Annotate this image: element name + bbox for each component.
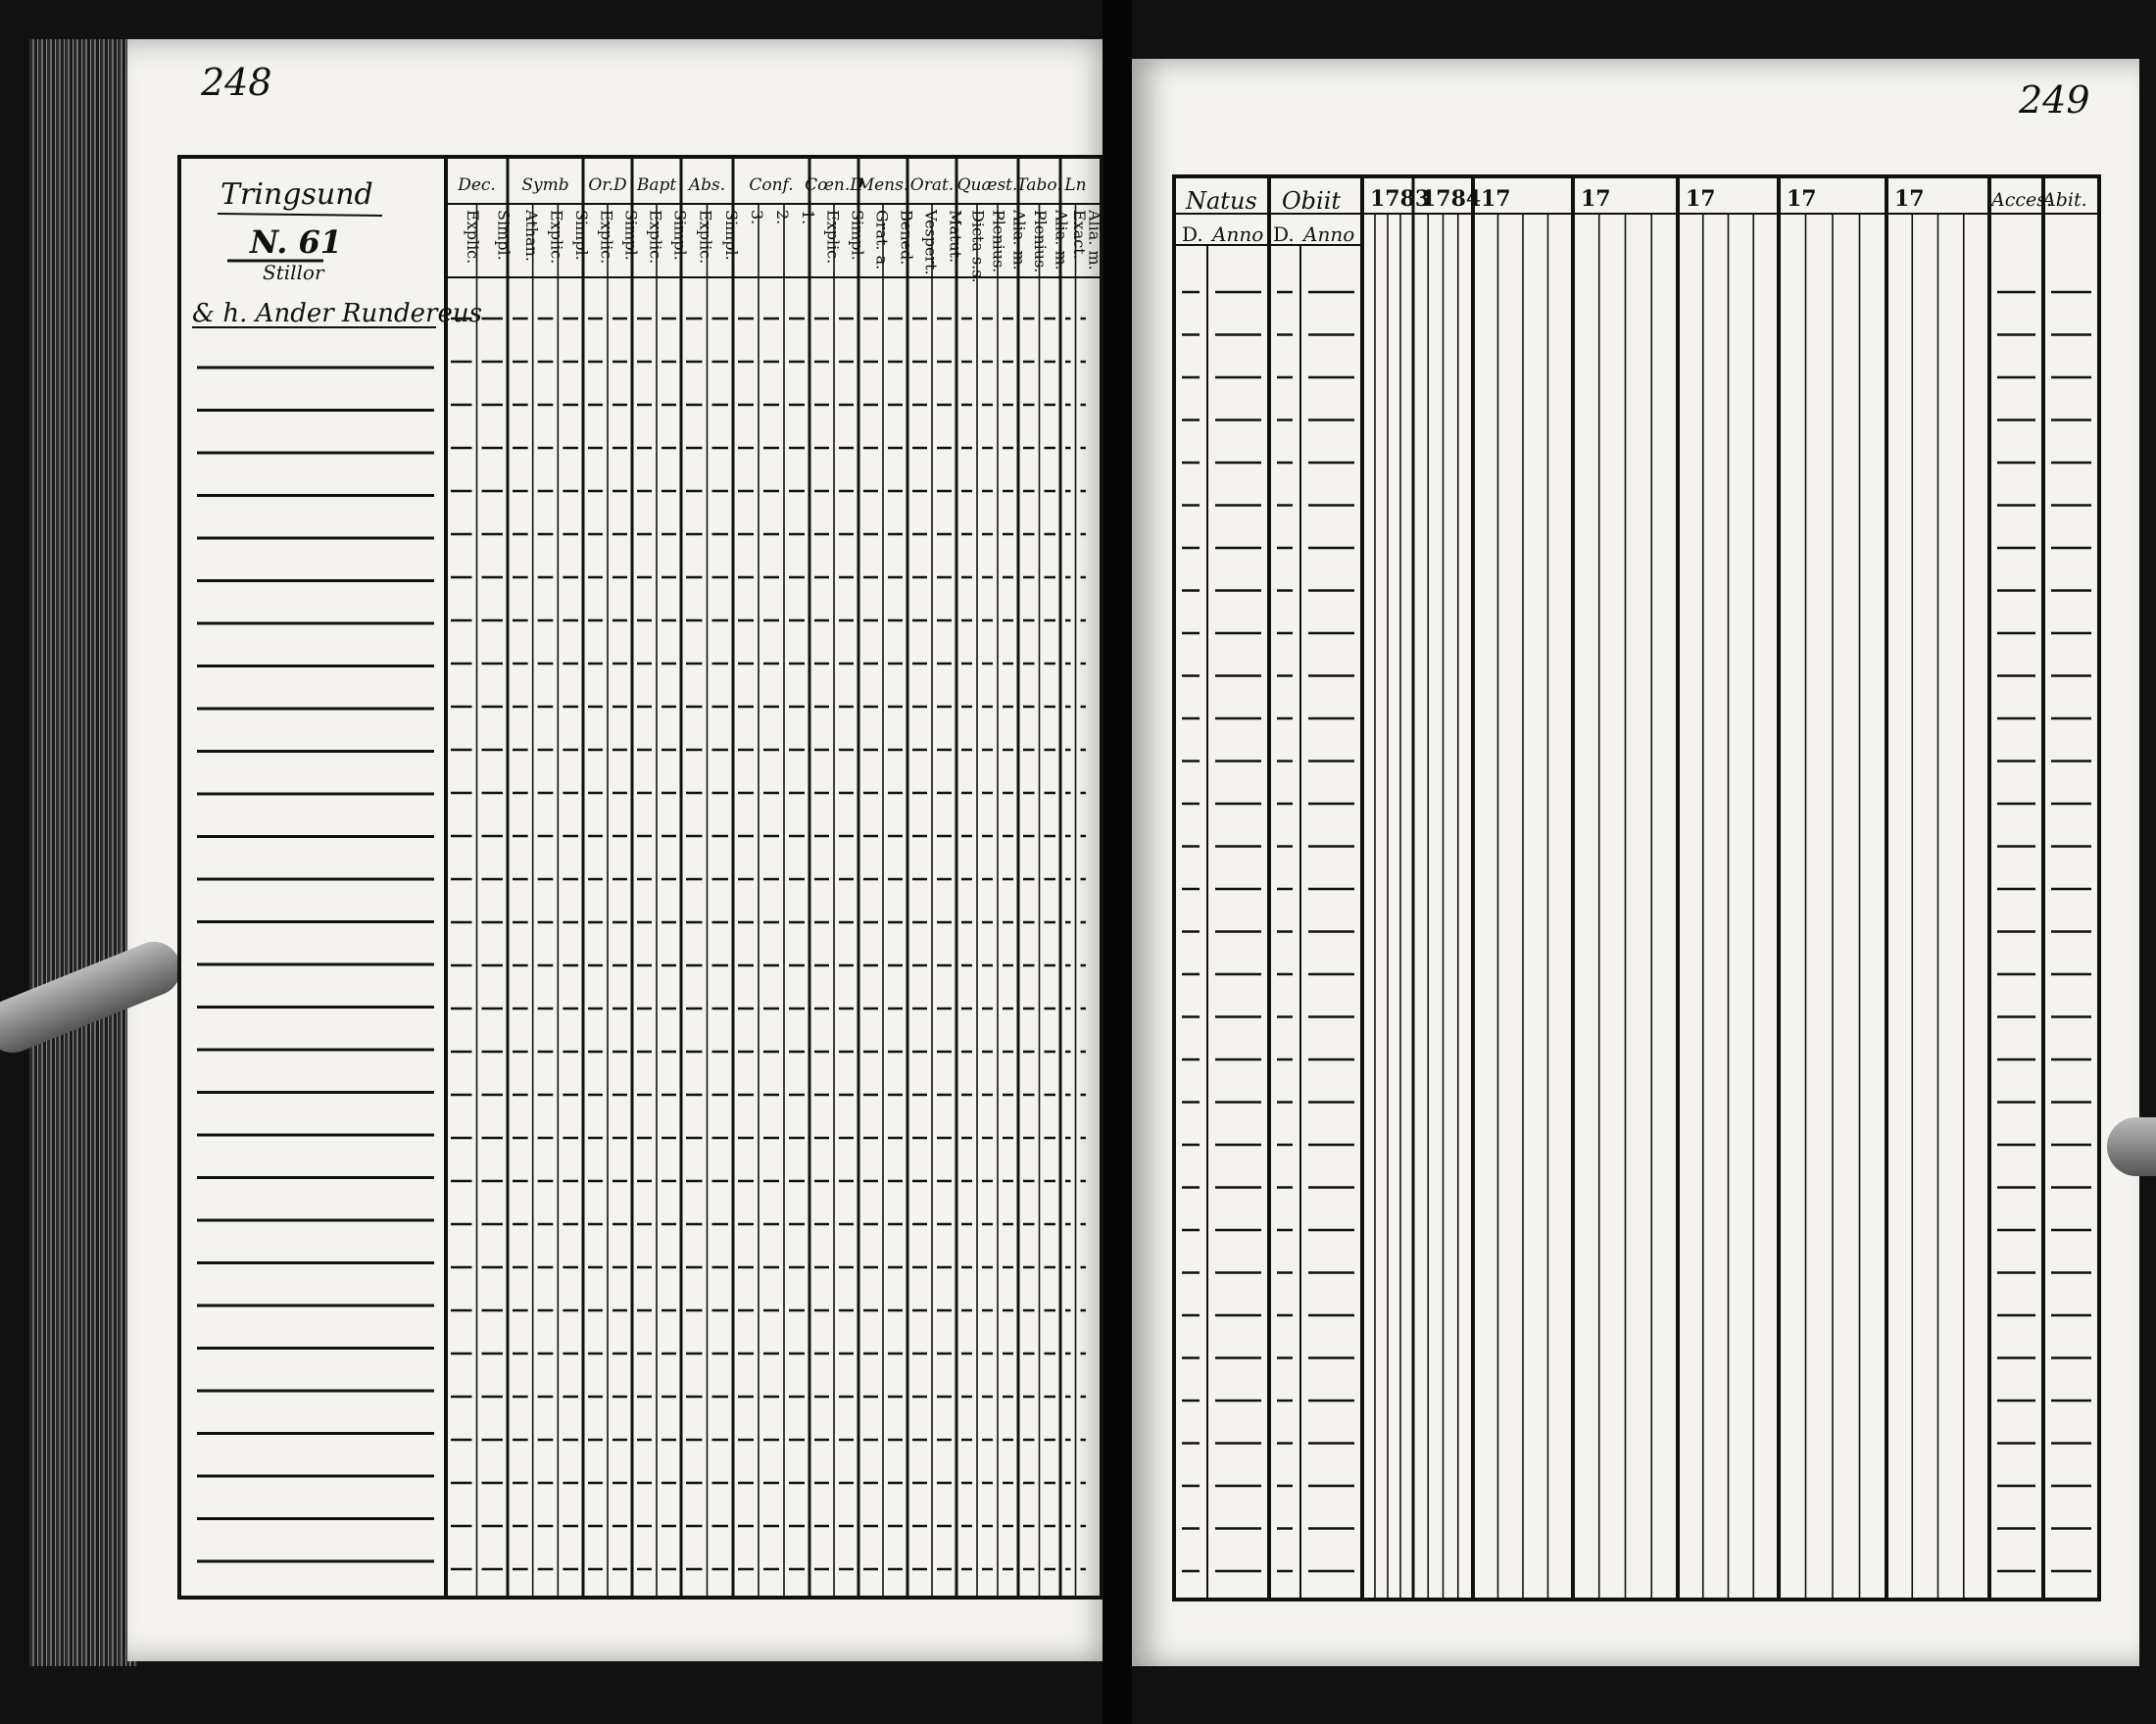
entry-number: N. 61 [250, 223, 343, 261]
page-number-right: 249 [2019, 78, 2090, 122]
column-subheader: Simpl. [848, 210, 867, 261]
column-header: Abs. [688, 175, 726, 195]
column-subheader: Dicta s.s. [968, 210, 988, 283]
column-subheader: Simpl. [572, 210, 592, 261]
column-subheader: Alia. m. [1085, 210, 1104, 271]
column-header: Conf. [749, 175, 794, 195]
column-header: Dec. [458, 175, 496, 195]
obiit-day-header: D. [1273, 222, 1295, 246]
entry-names: & h. Ander Rundereus [192, 299, 482, 328]
column-header: Or.D [588, 175, 627, 195]
column-header: Mens. [857, 175, 909, 195]
column-subheader: Bened. [897, 210, 916, 266]
column-subheader: Explic. [823, 210, 843, 265]
entry-title: Stillor [263, 261, 324, 284]
parish-name: Tringsund [220, 177, 373, 212]
column-subheader: Explic. [646, 210, 665, 265]
acces-header: Acces. [1991, 189, 2053, 211]
year-group-header: 17 [1686, 186, 1716, 212]
obiit-header: Obiit [1282, 187, 1342, 215]
column-subheader: Simpl. [621, 210, 641, 261]
column-subheader: Plenius. [989, 210, 1008, 273]
column-subheader: Explic. [547, 210, 566, 265]
right-page-table [1174, 176, 2099, 1600]
column-header: Symb [521, 175, 569, 195]
year-group-header: 1783 [1370, 186, 1431, 212]
column-subheader: Grat. a. [872, 210, 892, 271]
column-subheader: Matut. [946, 210, 965, 264]
column-subheader: Athan. [521, 210, 541, 262]
year-group-header: 1784 [1421, 186, 1482, 212]
left-page-table [179, 157, 1102, 1598]
year-group-header: 17 [1581, 186, 1611, 212]
year-group-header: 17 [1894, 186, 1925, 212]
year-group-header: 17 [1787, 186, 1817, 212]
column-subheader: Explic. [597, 210, 616, 265]
left-table-frame [179, 157, 1102, 1598]
column-subheader: Plenius. [1030, 210, 1050, 273]
natus-anno-header: Anno [1212, 222, 1264, 246]
column-subheader: 3. [748, 210, 766, 225]
column-header: Tabo. [1016, 175, 1062, 195]
year-group-header: 17 [1481, 186, 1511, 212]
column-subheader: 1. [799, 210, 817, 225]
column-header: Orat. [909, 175, 955, 195]
column-header: Quæst. [956, 175, 1018, 195]
column-subheader: Explic. [696, 210, 715, 265]
obiit-anno-header: Anno [1303, 222, 1355, 246]
column-subheader: Exact. [1069, 210, 1089, 260]
column-subheader: 2. [773, 210, 792, 225]
natus-header: Natus [1186, 187, 1257, 215]
column-subheader: Vespert. [921, 210, 941, 275]
column-header: Cœn.D [805, 175, 863, 195]
column-subheader: Alia. m. [1052, 210, 1071, 271]
column-header: Bapt [636, 175, 677, 195]
left-page-column-headers [457, 175, 1103, 283]
column-subheader: Simpl. [494, 210, 514, 261]
page-number-left: 248 [201, 61, 272, 104]
column-subheader: Alia. m. [1009, 210, 1029, 271]
abit-header: Abit. [2042, 189, 2087, 211]
right-page-column-headers [1182, 186, 2087, 246]
column-header: Ln [1064, 175, 1087, 195]
column-subheader: Simpl. [721, 210, 741, 261]
column-subheader: Explic. [463, 210, 482, 265]
natus-day-header: D. [1182, 222, 1203, 246]
column-subheader: Simpl. [670, 210, 690, 261]
